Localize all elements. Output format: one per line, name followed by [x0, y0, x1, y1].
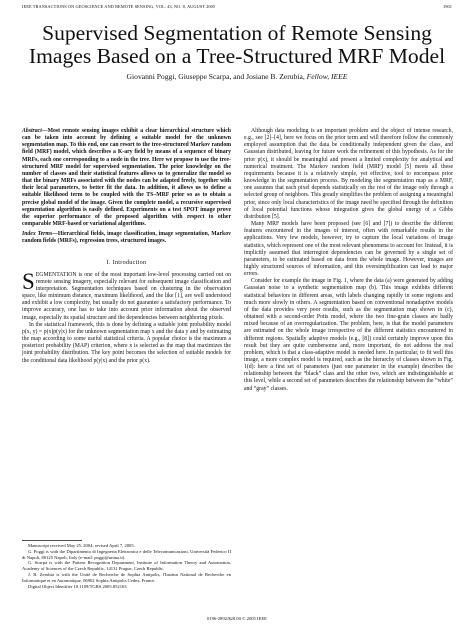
right-column	[244, 128, 453, 393]
footnote-rule	[22, 540, 82, 541]
journal-info: IEEE TRANSACTIONS ON GEOSCIENCE AND REMOTE SENSING, VOL. 43, NO. 8, AUGUST 2005	[22, 4, 216, 9]
abstract-label: Abstract	[22, 128, 42, 134]
abstract	[22, 128, 231, 228]
running-head	[22, 4, 452, 12]
intro-paragraph-1	[22, 268, 231, 322]
author-fellow: Fellow, IEEE	[306, 72, 348, 81]
footnote-doi: Digital Object Identifier 10.1109/TGRS.2005.852163	[28, 583, 127, 589]
footnotes	[22, 543, 231, 589]
footnote-received: Manuscript received May 25, 2004; revised April 7, 2005.	[28, 543, 135, 548]
left-column	[22, 128, 231, 365]
page-number: 1901	[443, 4, 452, 9]
drop-cap: S	[22, 268, 35, 294]
copyright-line: 0196-2892/$20.00 © 2005 IEEE	[207, 616, 267, 621]
paper-title: Supervised Segmentation of Remote Sensing Images Based on a Tree-Structured MRF Model	[28, 21, 446, 68]
index-terms	[22, 231, 231, 245]
footnote-poggi: G. Poggi is with the Dipartimento di Ingegneria Elettronica e delle Telecomunicazioni, Università Federico II di Napoli, 80125 Napoli, Italy (e-mail: poggi@unina.it).	[22, 548, 231, 560]
index-terms-label: Index Terms	[22, 231, 53, 238]
right-paragraph-1: Although data modeling is an important problem and the object of intense research, e.g., see [2]–[4], here we focus on the prior term and will therefore follow the commonly employed assumption that the data be conditionally independent given the class, and Gaussian distributed, leaving for future work the refinement of this hypothesis. As for the prior p(x), it should be meaningful and present a limited complexity for analytical and numerical treatment. The Markov random field (MRF) model [5] meets all these requirements because it is a relatively simple, yet effective, tool to encompass prior knowledge in the segmentation process. By modeling the segmentation map as a MRF, one assumes that each pixel depends statistically on the rest of the image only through a selected group of neighbors. This greatly simplifies the problem of assigning a meaningful prior, since only local characteristics of the image need be specified through the definition of local potential functions whose integration gives the global energy of a Gibbs distribution [5].	[244, 128, 453, 220]
abstract-text: —Most remote sensing images exhibit a clear hierarchical structure which can be taken into account by defining a suitable model for the unknown segmentation map. To this end, one can resort to the tree-structured Markov random field (MRF) model, which describes a K-ary field by means of a sequence of binary MRFs, each one corresponding to a node in the tree. Here we propose to use the tree-structured MRF model for supervised segmentation. The prior knowledge on the number of classes and their statistical features allows us to generalize the model so that the binary MRFs associated with the nodes can be adapted freely, together with their local parameters, to better fit the data. In addition, it allows us to define a suitable likelihood term to be coupled with the TS–MRF prior so as to obtain a precise global model of the image. Given the complete model, a recursive supervised segmentation algorithm is easily defined. Experiments on a test SPOT image prove the superior performance of the proposed algorithm with respect to other comparable MRF-based or variational algorithms.	[22, 128, 231, 228]
intro-paragraph-2: In the statistical framework, this is done by defining a suitable joint probability model p(x, y) = p(x)p(y|x) for the unknown segmentation map x and the data y and by estimating the map according to some useful statistical criteria. A popular choice is the maximum a posteriori probability (MAP) criterion, where x is selected as the map that maximizes the joint probability distribution. The key point becomes the selection of suitable models for the conditional data likelihood p(y|x) and the prior p(x).	[22, 321, 231, 364]
author-line	[20, 72, 454, 81]
section-heading: I. Introduction	[106, 259, 147, 266]
index-terms-text: —Hierarchical fields, image classification, image segmentation, Markov random fields (MRFs), regression trees, structured images.	[22, 231, 231, 245]
right-paragraph-2: Many MRF models have been proposed (see [6] and [7]) to describe the different features encountered in the images of interest, often with remarkable results in the applications. Very few models, however, try to capture the local variations of image statistics, which represent one of the most relevant phenomena to account for. Instead, it is implicitly assumed that interregion dependencies can be governed by a single set of parameters, to be estimated based on data from the whole image. However, images are highly structured sources of information, and this oversimplification can lead to major errors.	[244, 221, 453, 278]
footnote-scarpa: G. Scarpa is with the Pattern Recognition Department, Institute of Information Theory and Automation, Academy of Sciences of the Czech Republic, 14131 Prague, Czech Republic.	[22, 560, 231, 572]
author-names: Giovanni Poggi, Giuseppe Scarpa, and Josiane B. Zerubia,	[126, 72, 305, 81]
intro-paragraph-1-text: EGMENTATION is one of the most important low-level processing carried out on remote sensing imagery, especially relevant for subsequent image classification and interpretation. Segmentation techniques based on clustering in the observation space, like minimum distance, maximum likelihood, and the like [1], are well understood and exhibit a low complexity, but usually do not guarantee a satisfactory performance. To improve accuracy, one has to take into account prior information about the observed image, especially its spatial structure and the dependencies between neighboring pixels.	[22, 271, 231, 321]
footnote-zerubia: J. B. Zerubia is with the Unité de Recherche de Sophia Antipolis, l'Institut National de Recherche en Informatique et en Automatique, 06902 Sophia Antipolis Cedex, France.	[22, 571, 231, 583]
right-paragraph-3: Consider for example the image in Fig. 1, where the data (a) were generated by adding Gaussian noise to a synthetic segmentation map (b). This image exhibits different statistical behaviors in different areas, with labels changing rapidly in some regions and much more slowly in others. A segmentation based on conventional nonadaptive models of the data provides very poor results, such as the segmentation map shown in (c), obtained with a second-order Potts model, where the two fine-grain classes are badly mixed because of an overregularization. The problem, here, is that the model parameters are estimated on the whole image irrespective of the different statistics encountered in different regions. Spatially adaptive models (e.g., [8]) could certainly improve upon this result but they are quite cumbersome and, more important, do not address the real problem, which is that a class-adaptive model is needed here. In particular, to fit well this image, a more complex model is required, such as the hierarchy of classes shown in Fig. 1(d): here a first set of parameters (just one parameter in the example) describes the relationship between the “black” class and the other two, which are indistinguishable at this level, while a second set of parameters describes the relationship between the “white” and “gray” classes.	[244, 278, 453, 392]
